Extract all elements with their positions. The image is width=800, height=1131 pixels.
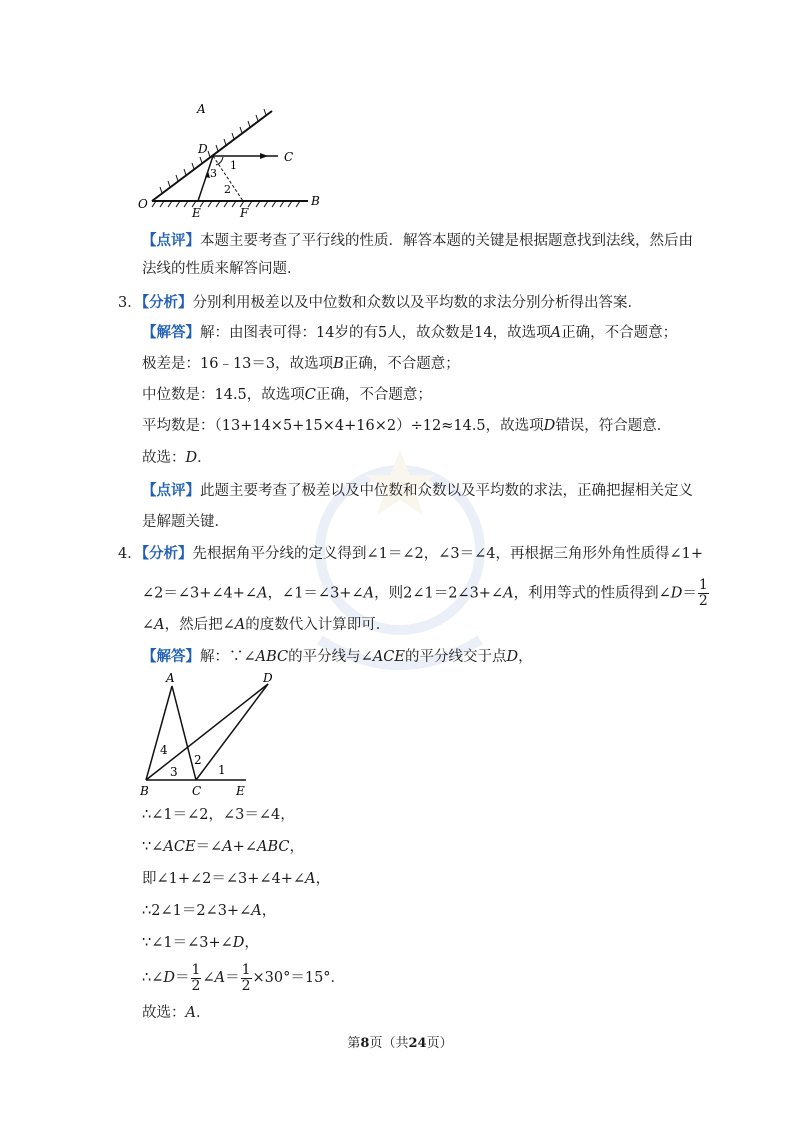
q4-var: A bbox=[214, 970, 226, 986]
q3-option: D bbox=[543, 418, 556, 434]
q4-text: ∵∠ bbox=[142, 839, 164, 855]
q3-text: 极差是：16﹣13＝3，故选项 bbox=[142, 356, 334, 372]
q4-text: +∠ bbox=[232, 839, 257, 855]
q4-var: A bbox=[503, 585, 514, 602]
q4-var: D bbox=[163, 970, 176, 986]
q3-review-line1 bbox=[142, 480, 693, 502]
q4-text: ， bbox=[518, 649, 533, 665]
footer-text: 页（共 bbox=[369, 1036, 409, 1051]
q4-step2 bbox=[142, 836, 304, 858]
q4-text: ×30°＝15°． bbox=[252, 970, 346, 986]
q3-analysis-text: 分别利用极差以及中位数和众数以及平均数的求法分别分析得出答案． bbox=[192, 295, 642, 311]
fig2-label-a: A bbox=[166, 671, 175, 685]
page-footer bbox=[0, 1032, 800, 1051]
q4-var: D bbox=[670, 585, 683, 602]
q4-text: ，∠1＝∠3+∠ bbox=[267, 585, 364, 602]
fraction-denominator: 2 bbox=[241, 977, 251, 994]
q4-text: ， bbox=[289, 839, 304, 855]
q4-var: ABC bbox=[256, 839, 290, 855]
q3-option: C bbox=[304, 387, 316, 403]
fraction-numerator: 1 bbox=[191, 961, 201, 978]
fig1-label-e: E bbox=[192, 206, 201, 220]
fig1-label-c: C bbox=[284, 150, 294, 164]
q4-text: ∠ bbox=[142, 617, 155, 633]
q4-analysis-line2 bbox=[142, 578, 710, 609]
q4-var: A bbox=[257, 585, 268, 602]
fig1-label-b: B bbox=[311, 194, 320, 208]
q4-text: ∠2＝∠3+∠4+∠ bbox=[142, 585, 258, 602]
q4-var: A bbox=[363, 585, 375, 602]
fraction-denominator: 2 bbox=[191, 977, 201, 994]
q3-answer-line3 bbox=[142, 384, 432, 406]
q4-text: ，利用等式的性质得到∠ bbox=[513, 585, 671, 602]
q3-text: 正确，不合题意； bbox=[315, 387, 432, 403]
answer-tag: 【解答】 bbox=[142, 324, 200, 341]
q3-text: 解：由图表可得：14岁的有5人，故众数是14，故选项 bbox=[200, 325, 551, 341]
q3-text: 中位数是：14.5，故选项 bbox=[142, 387, 305, 403]
q4-text: 解：∵∠ bbox=[200, 649, 256, 665]
q4-text: ，然后把∠ bbox=[164, 617, 235, 633]
fig2-angle-4: 4 bbox=[160, 743, 168, 757]
footer-page-number: 8 bbox=[360, 1036, 370, 1051]
fig1-angle-2: 2 bbox=[224, 183, 231, 196]
fig2-angle-2: 2 bbox=[194, 753, 202, 767]
q4-number: 4． bbox=[118, 546, 142, 562]
q4-text: ∴2∠1＝2∠3+∠ bbox=[142, 903, 252, 919]
q4-analysis-text1: 先根据角平分线的定义得到∠1＝∠2，∠3＝∠4，再根据三角形外角性质得∠1+ bbox=[192, 546, 704, 562]
fraction-numerator: 1 bbox=[241, 961, 251, 978]
q4-var: D bbox=[506, 649, 519, 665]
q4-analysis-line1 bbox=[118, 543, 703, 565]
q3-text: 正确，不合题意； bbox=[561, 325, 678, 341]
q3-text: 故选： bbox=[142, 450, 186, 466]
q2-review-line2: 法线的性质来解答问题． bbox=[142, 261, 302, 277]
q3-review-line2: 是解题关键． bbox=[142, 514, 229, 530]
q4-choose-line bbox=[142, 1002, 210, 1024]
q4-text: ， bbox=[244, 935, 259, 951]
review-tag: 【点评】 bbox=[142, 232, 200, 249]
q4-var: A bbox=[305, 871, 316, 887]
q4-text: 即∠1+∠2＝∠3+∠4+∠ bbox=[142, 871, 306, 887]
q4-text: ＝ bbox=[225, 970, 240, 986]
q3-text: ． bbox=[197, 450, 212, 466]
fig2-label-c: C bbox=[192, 784, 202, 798]
q4-text: ∴∠ bbox=[142, 970, 164, 986]
fig1-label-o: O bbox=[138, 197, 148, 211]
q3-answer-line4 bbox=[142, 415, 671, 437]
footer-text: 页） bbox=[426, 1036, 453, 1051]
fraction-half bbox=[241, 963, 252, 994]
q4-text: ＝∠ bbox=[195, 839, 223, 855]
q4-step1: ∴∠1＝∠2，∠3＝∠4， bbox=[142, 807, 295, 823]
q3-option: B bbox=[333, 356, 344, 372]
footer-text: 第 bbox=[347, 1036, 361, 1051]
q4-text: ＝ bbox=[175, 970, 190, 986]
q3-answer-line2 bbox=[142, 353, 460, 375]
q4-var: ACE bbox=[163, 839, 196, 855]
q4-text: ， bbox=[261, 903, 277, 919]
q4-text: 故选： bbox=[142, 1005, 186, 1021]
q4-var: A bbox=[185, 1005, 196, 1021]
q4-text: 的平分线交于点 bbox=[404, 649, 507, 665]
fraction-half bbox=[698, 578, 709, 609]
q4-analysis-line3 bbox=[142, 614, 390, 636]
q3-analysis-line bbox=[118, 292, 642, 314]
fig1-label-d: D bbox=[198, 142, 208, 156]
q4-text: ． bbox=[195, 1005, 211, 1021]
answer-tag: 【解答】 bbox=[142, 648, 200, 665]
q4-answer-line0 bbox=[142, 646, 533, 668]
q4-step3 bbox=[142, 868, 330, 890]
q4-var: ACE bbox=[372, 649, 405, 665]
q3-number: 3． bbox=[118, 295, 142, 311]
q3-review-text1: 此题主要考查了极差以及中位数和众数以及平均数的求法，正确把握相关定义 bbox=[200, 483, 693, 499]
fig2-angle-1: 1 bbox=[218, 763, 226, 777]
fig1-label-f: F bbox=[240, 206, 249, 220]
q4-text: 的度数代入计算即可． bbox=[245, 617, 391, 633]
q3-option: A bbox=[550, 325, 562, 341]
q4-text: 的平分线与∠ bbox=[288, 649, 373, 665]
q3-text: 错误，符合题意． bbox=[555, 418, 672, 434]
analysis-tag: 【分析】 bbox=[141, 294, 193, 311]
q2-review-line1 bbox=[142, 230, 693, 252]
analysis-tag: 【分析】 bbox=[141, 545, 193, 562]
q4-var: D bbox=[232, 935, 245, 951]
q3-choose-line bbox=[142, 447, 212, 469]
fig2-label-b: B bbox=[140, 784, 149, 798]
q4-step4 bbox=[142, 900, 276, 922]
mirror-reflection-figure bbox=[130, 95, 330, 225]
fig2-label-d: D bbox=[263, 671, 273, 685]
fig2-label-e: E bbox=[236, 784, 245, 798]
fig2-angle-3: 3 bbox=[170, 765, 178, 779]
angle-bisector-figure bbox=[130, 670, 290, 800]
q4-step6 bbox=[142, 962, 345, 994]
q3-option: D bbox=[185, 450, 198, 466]
q4-text: ＝ bbox=[682, 585, 697, 602]
fraction-denominator: 2 bbox=[698, 593, 708, 609]
q4-text: ∠ bbox=[202, 970, 215, 986]
fig1-angle-1: 1 bbox=[230, 159, 237, 172]
fig1-angle-3: 3 bbox=[210, 167, 217, 180]
q2-review-text1: 本题主要考查了平行线的性质．解答本题的关键是根据题意找到法线，然后由 bbox=[200, 233, 693, 249]
q4-var: A bbox=[222, 839, 233, 855]
q3-answer-line1 bbox=[142, 322, 677, 344]
q4-text: ， bbox=[315, 871, 331, 887]
footer-total-pages: 24 bbox=[408, 1036, 427, 1051]
fig1-label-a: A bbox=[197, 102, 206, 116]
fraction-numerator: 1 bbox=[698, 577, 708, 593]
q4-var: A bbox=[234, 617, 246, 633]
q3-text: 正确，不合题意； bbox=[343, 356, 460, 372]
q4-text: ∵∠1＝∠3+∠ bbox=[142, 935, 233, 951]
q4-text: ，则2∠1＝2∠3+∠ bbox=[374, 585, 504, 602]
fraction-half bbox=[191, 963, 202, 994]
review-tag: 【点评】 bbox=[142, 482, 200, 499]
q4-var: A bbox=[154, 617, 165, 633]
q4-step5 bbox=[142, 932, 259, 954]
q4-var: A bbox=[251, 903, 262, 919]
q4-var: ABC bbox=[255, 649, 289, 665]
q3-text: 平均数是：（13+14×5+15×4+16×2）÷12≈14.5，故选项 bbox=[142, 418, 544, 434]
